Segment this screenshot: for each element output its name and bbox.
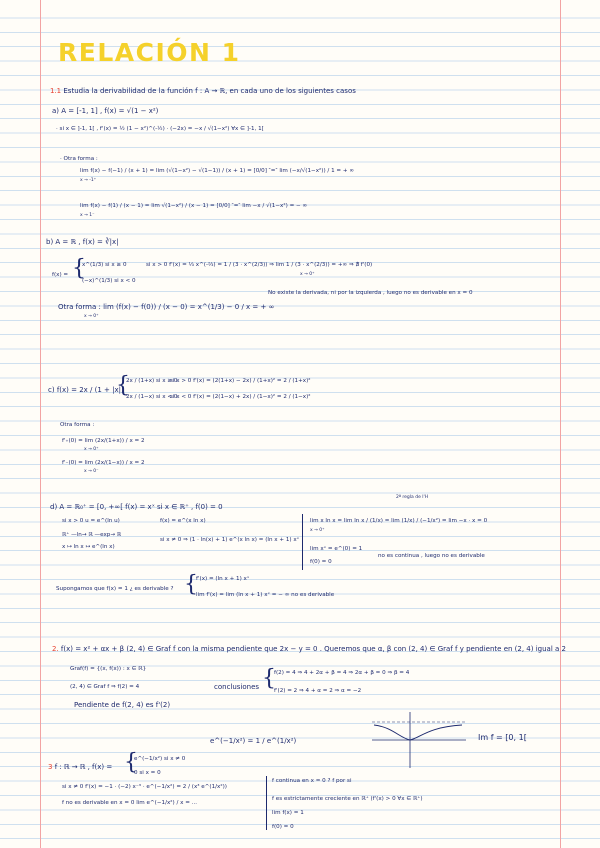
part-b-brace: { bbox=[72, 256, 86, 281]
part-d-line-1: si x > 0 u = e^(ln u) bbox=[62, 518, 120, 524]
part-d-right-f0: f(0) = 0 bbox=[310, 559, 332, 565]
part-c-derivative-1: si x > 0 f'(x) = (2(1+x) − 2x) / (1+x)² = 2 / (1+x)² bbox=[170, 378, 311, 384]
exercise-3-case-1: e^(−1/x²) si x ≠ 0 bbox=[134, 756, 186, 762]
part-b-derivative-sub: x → 0⁺ bbox=[300, 272, 315, 277]
part-a-limit-1-sub: x → -1⁺ bbox=[80, 178, 97, 183]
part-a-limit-1: lim f(x) − f(−1) / (x + 1) = lim (√(1−x²) − √(1−1)) / (x + 1) = [0/0] ″=″ lim (−x/√(1−x²)) / 1 = + ∞ bbox=[80, 168, 354, 174]
exercise-2-slope: Pendiente de f(2, 4) es f'(2) bbox=[74, 701, 171, 709]
exercise-2-point: (2, 4) ∈ Graf f ⇒ f(2) = 4 bbox=[70, 684, 140, 690]
part-d-suppose-brace: { bbox=[184, 572, 198, 597]
page-title: RELACIÓN 1 bbox=[58, 38, 241, 67]
exercise-2-conclusions-label: conclusiones bbox=[214, 683, 260, 691]
exercise-2-number: 2. bbox=[52, 645, 59, 653]
part-a-label: a) bbox=[52, 107, 60, 115]
part-d-lhopital-note: 2ª regla de l'H bbox=[396, 495, 429, 500]
part-a-otra-forma: · Otra forma : bbox=[60, 156, 98, 162]
exercise-3-right-2: f es estrictamente creciente en ℝ⁺ (f'(x) > 0 ∀x ∈ ℝ⁺) bbox=[272, 796, 423, 802]
exercise-1-text: Estudia la derivabilidad de la función f : A → ℝ, en cada uno de los siguientes casos bbox=[63, 87, 356, 95]
exercise-3-brace: { bbox=[124, 750, 138, 775]
exercise-2-text: f(x) = x² + αx + β (2, 4) ∈ Graf f con la misma pendiente que 2x − y = 0 . Queremos que α, β con (2, 4) ∈ Graf f y pendiente en (2, 4) igual a 2 bbox=[60, 645, 566, 653]
exercise-3-right-3: lim f(x) = 1 bbox=[272, 810, 304, 816]
part-a-def: A = [-1, 1] , f(x) = √(1 − x²) bbox=[61, 107, 159, 115]
part-c-otra-forma: Otra forma : bbox=[60, 422, 95, 428]
exercise-2-graph-def: Graf(f) = {(x, f(x)) : x ∈ ℝ} bbox=[70, 666, 147, 672]
part-c-derivative-2: si x < 0 f'(x) = (2(1−x) + 2x) / (1−x)² = 2 / (1−x)² bbox=[170, 394, 311, 400]
part-c-limit-2-sub: x → 0⁻ bbox=[84, 469, 99, 474]
part-b-fx: f(x) = bbox=[52, 272, 69, 278]
part-d-def: A = ℝ₀⁺ = [0, +∞[ f(x) = xˣ si x ∈ ℝ⁺ , f(0) = 0 bbox=[59, 503, 223, 511]
part-b-otra-forma: Otra forma : lim (f(x) − f(0)) / (x − 0) = x^(1/3) − 0 / x = + ∞ bbox=[58, 303, 275, 311]
part-a-limit-2-sub: x → 1⁻ bbox=[80, 213, 95, 218]
exercise-2-fraction: e^(−1/x²) = 1 / e^(1/x²) bbox=[210, 737, 297, 745]
exercise-3-line-2: f no es derivable en x = 0 lim e^(−1/x²) / x = ... bbox=[62, 800, 198, 806]
part-d-suppose-1: f'(x) = (ln x + 1) xˣ bbox=[196, 576, 250, 582]
exercise-1-number: 1.1 bbox=[50, 87, 62, 95]
part-c-limit-2: f'₋(0) = lim (2x/(1−x)) / x = 2 bbox=[62, 460, 145, 466]
part-d-right-limit-1-sub: x → 0⁺ bbox=[310, 528, 325, 533]
part-b-label: b) bbox=[46, 238, 54, 246]
exercise-3-text: f : ℝ → ℝ , f(x) = bbox=[54, 763, 113, 771]
part-b-def: A = ℝ , f(x) = ∛|x| bbox=[55, 238, 119, 246]
exercise-3-right-1: f continua en x = 0 ? f por si bbox=[272, 778, 352, 784]
part-c-limit-1-sub: x → 0⁺ bbox=[84, 447, 99, 452]
part-d-line-5: si x ≠ 0 ⇒ (1 · ln(x) + 1) e^(x ln x) = (ln x + 1) xˣ bbox=[160, 537, 300, 543]
part-d-right-limit-1: lim x ln x = lim ln x / (1/x) = lim (1/x) / (−1/x²) = lim −x · x = 0 bbox=[310, 518, 488, 524]
exercise-3-line-1: si x ≠ 0 f'(x) = −1 · (−2) x⁻³ · e^(−1/x²) = 2 / (x³ e^(1/x²)) bbox=[62, 784, 227, 790]
part-a-limit-2: lim f(x) − f(1) / (x − 1) = lim √(1−x²) / (x − 1) = [0/0] ″=″ lim −x / √(1−x²) = − ∞ bbox=[80, 203, 308, 209]
exercise-2-brace: { bbox=[262, 666, 276, 691]
exercise-2-conclusion-1: f(2) = 4 ⇒ 4 + 2α + β = 4 ⇒ 2α + β = 0 ⇒ β = 4 bbox=[274, 670, 410, 676]
part-a-derivative: · si x ∈ ]-1, 1[ , f'(x) = ½ (1 − x²)^(-½) · (−2x) = −x / √(1−x²) ∀x ∈ ]-1, 1[ bbox=[56, 126, 264, 132]
part-d-suppose: Supongamos que f(x) = 1 ¿ es derivable ? bbox=[56, 586, 174, 592]
part-b-note: No existe la derivada, ni por la izquierda , luego no es derivable en x = 0 bbox=[268, 290, 473, 296]
part-c-brace: { bbox=[116, 373, 130, 398]
part-d-line-3: x ↦ ln x ↦ e^(ln x) bbox=[62, 544, 115, 550]
part-d-suppose-2: lim f'(x) = lim (ln x + 1) xˣ = − ∞ no es derivable bbox=[196, 592, 335, 598]
part-d-right-note: no es continua , luego no es derivable bbox=[378, 553, 485, 559]
exercise-3-number: 3 bbox=[48, 763, 53, 771]
exercise-2-conclusion-2: f'(2) = 2 ⇒ 4 + α = 2 ⇒ α = −2 bbox=[274, 688, 362, 694]
exercise-3-right-4: f(0) = 0 bbox=[272, 824, 294, 830]
part-d-line-4: f(x) = e^(x ln x) bbox=[160, 518, 206, 524]
part-c-case-2: 2x / (1−x) si x < 0 bbox=[126, 394, 178, 400]
part-b-case-2: (−x)^(1/3) si x < 0 bbox=[82, 278, 136, 284]
part-d-line-2: ℝ⁺ —ln→ ℝ —exp→ ℝ bbox=[62, 532, 122, 538]
part-b-otra-sub: x → 0⁺ bbox=[84, 314, 99, 319]
part-b-derivative: si x > 0 f'(x) = ⅓ x^(-⅔) = 1 / (3 · x^(2/3)) ⇒ lim 1 / (3 · x^(2/3)) = +∞ ⇒ ∄ f'(0) bbox=[146, 262, 373, 268]
part-d-label: d) bbox=[50, 503, 58, 511]
part-c-def: f(x) = 2x / (1 + |x|) bbox=[56, 386, 124, 394]
part-c-label: c) bbox=[48, 386, 55, 394]
part-b-case-1: x^(1/3) si x ≥ 0 bbox=[82, 262, 127, 268]
exercise-2-image: Im f = [0, 1[ bbox=[478, 733, 527, 742]
sketch-curve bbox=[374, 725, 462, 740]
part-c-case-1: 2x / (1+x) si x ≥ 0 bbox=[126, 378, 178, 384]
exercise-3-case-2: 0 si x = 0 bbox=[134, 770, 161, 776]
part-c-limit-1: f'₊(0) = lim (2x/(1+x)) / x = 2 bbox=[62, 438, 145, 444]
part-d-right-limit-2: lim xˣ = e^(0) = 1 bbox=[310, 546, 363, 552]
